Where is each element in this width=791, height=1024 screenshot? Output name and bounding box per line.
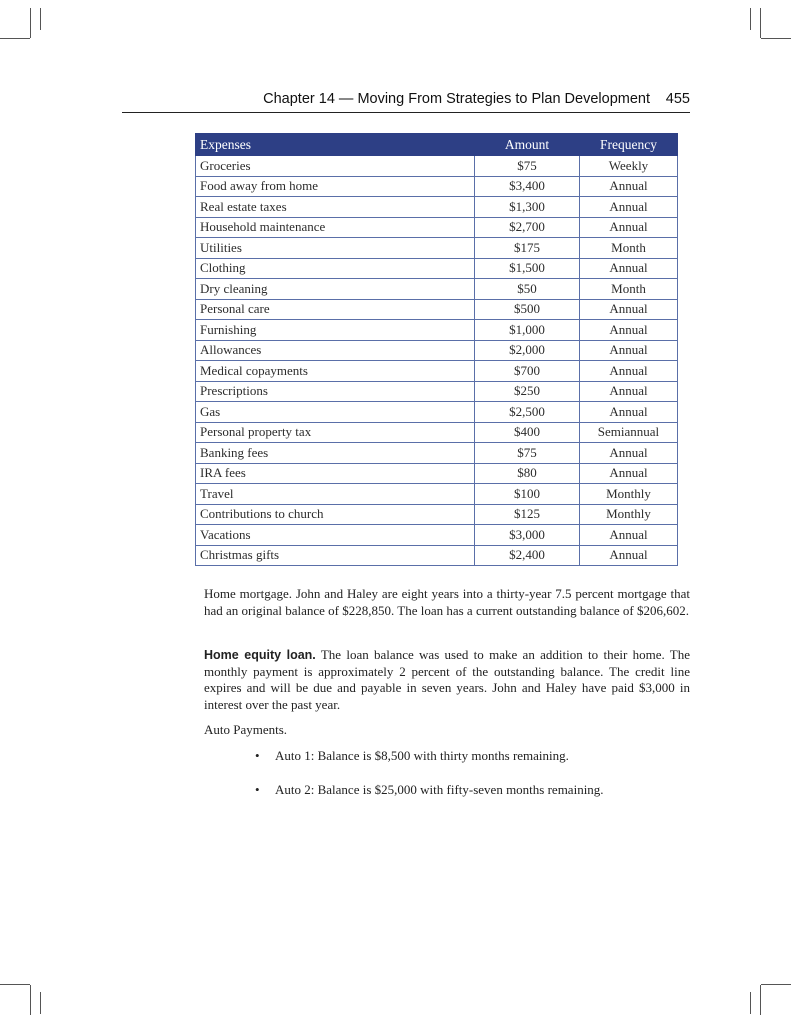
table-row xyxy=(196,463,678,484)
frequency-cell: Annual xyxy=(580,545,678,566)
equity-paragraph xyxy=(204,647,690,713)
amount-cell: $2,400 xyxy=(475,545,580,566)
crop-mark xyxy=(750,992,751,1014)
equity-text: The loan balance was used to make an addition to their home. The monthly payment is approximately 2 percent of the outstanding balance. The credit line expires and will be due and payable in seven years. John and Haley have paid $3,000 in interest over the past year. xyxy=(204,647,690,712)
expense-cell: Real estate taxes xyxy=(196,197,475,218)
running-header xyxy=(122,88,690,113)
expense-cell: Travel xyxy=(196,484,475,505)
expense-cell: Clothing xyxy=(196,258,475,279)
frequency-cell: Monthly xyxy=(580,484,678,505)
expense-cell: Contributions to church xyxy=(196,504,475,525)
table-row xyxy=(196,176,678,197)
auto-list xyxy=(255,748,604,816)
equity-text-block xyxy=(204,647,690,713)
expense-cell: Banking fees xyxy=(196,443,475,464)
table-row xyxy=(196,238,678,259)
crop-mark xyxy=(0,38,30,39)
table-row xyxy=(196,381,678,402)
expense-cell: Food away from home xyxy=(196,176,475,197)
auto-item-text: Auto 1: Balance is $8,500 with thirty months remaining. xyxy=(275,748,569,763)
amount-cell: $1,500 xyxy=(475,258,580,279)
crop-mark xyxy=(760,8,761,38)
table-header-row xyxy=(196,134,678,156)
table-row xyxy=(196,279,678,300)
frequency-cell: Month xyxy=(580,238,678,259)
amount-cell: $100 xyxy=(475,484,580,505)
crop-mark xyxy=(30,985,31,1015)
amount-cell: $500 xyxy=(475,299,580,320)
table-row xyxy=(196,258,678,279)
auto-item-text: Auto 2: Balance is $25,000 with fifty-seven months remaining. xyxy=(275,782,604,797)
table-row xyxy=(196,422,678,443)
expense-cell: Household maintenance xyxy=(196,217,475,238)
expense-cell: IRA fees xyxy=(196,463,475,484)
crop-mark xyxy=(760,985,761,1015)
auto-heading-text: Auto Payments. xyxy=(204,722,288,737)
expense-cell: Vacations xyxy=(196,525,475,546)
crop-mark xyxy=(750,8,751,30)
table-row xyxy=(196,320,678,341)
table-row xyxy=(196,156,678,177)
crop-mark xyxy=(0,984,30,985)
frequency-cell: Annual xyxy=(580,217,678,238)
amount-cell: $2,700 xyxy=(475,217,580,238)
expense-cell: Prescriptions xyxy=(196,381,475,402)
chapter-title: Chapter 14 — Moving From Strategies to Plan Development xyxy=(263,91,650,107)
table-row xyxy=(196,402,678,423)
expense-cell: Personal care xyxy=(196,299,475,320)
amount-cell: $1,000 xyxy=(475,320,580,341)
expense-cell: Furnishing xyxy=(196,320,475,341)
amount-cell: $3,000 xyxy=(475,525,580,546)
amount-cell: $125 xyxy=(475,504,580,525)
frequency-cell: Month xyxy=(580,279,678,300)
expense-cell: Groceries xyxy=(196,156,475,177)
crop-mark xyxy=(40,8,41,30)
auto-heading xyxy=(204,722,690,739)
crop-mark xyxy=(761,38,791,39)
list-item xyxy=(255,782,604,816)
amount-cell: $2,500 xyxy=(475,402,580,423)
table-row xyxy=(196,525,678,546)
frequency-cell: Annual xyxy=(580,258,678,279)
crop-mark xyxy=(40,992,41,1014)
table-row xyxy=(196,484,678,505)
amount-cell: $400 xyxy=(475,422,580,443)
table-row xyxy=(196,504,678,525)
table-row xyxy=(196,443,678,464)
expense-cell: Allowances xyxy=(196,340,475,361)
amount-cell: $50 xyxy=(475,279,580,300)
expense-cell: Dry cleaning xyxy=(196,279,475,300)
expense-cell: Gas xyxy=(196,402,475,423)
frequency-cell: Annual xyxy=(580,176,678,197)
table-row xyxy=(196,217,678,238)
bullet-icon: • xyxy=(255,748,260,763)
amount-cell: $175 xyxy=(475,238,580,259)
frequency-cell: Monthly xyxy=(580,504,678,525)
list-item xyxy=(255,748,604,782)
frequency-cell: Annual xyxy=(580,402,678,423)
table-row xyxy=(196,299,678,320)
amount-cell: $80 xyxy=(475,463,580,484)
frequency-cell: Annual xyxy=(580,443,678,464)
frequency-cell: Annual xyxy=(580,525,678,546)
amount-cell: $700 xyxy=(475,361,580,382)
column-header-frequency: Frequency xyxy=(580,134,678,156)
frequency-cell: Annual xyxy=(580,299,678,320)
table-row xyxy=(196,361,678,382)
frequency-cell: Annual xyxy=(580,361,678,382)
amount-cell: $75 xyxy=(475,443,580,464)
frequency-cell: Annual xyxy=(580,340,678,361)
bullet-icon: • xyxy=(255,782,260,797)
expense-cell: Christmas gifts xyxy=(196,545,475,566)
table-row xyxy=(196,340,678,361)
amount-cell: $75 xyxy=(475,156,580,177)
expenses-table xyxy=(195,133,678,566)
frequency-cell: Annual xyxy=(580,463,678,484)
amount-cell: $3,400 xyxy=(475,176,580,197)
amount-cell: $250 xyxy=(475,381,580,402)
frequency-cell: Annual xyxy=(580,381,678,402)
expense-cell: Personal property tax xyxy=(196,422,475,443)
amount-cell: $1,300 xyxy=(475,197,580,218)
column-header-expenses: Expenses xyxy=(196,134,475,156)
mortgage-paragraph xyxy=(204,586,690,619)
frequency-cell: Annual xyxy=(580,197,678,218)
frequency-cell: Annual xyxy=(580,320,678,341)
crop-mark xyxy=(761,984,791,985)
page-number: 455 xyxy=(665,91,690,107)
expense-cell: Utilities xyxy=(196,238,475,259)
column-header-amount: Amount xyxy=(475,134,580,156)
crop-mark xyxy=(30,8,31,38)
table-row xyxy=(196,545,678,566)
frequency-cell: Semiannual xyxy=(580,422,678,443)
frequency-cell: Weekly xyxy=(580,156,678,177)
mortgage-text: Home mortgage. John and Haley are eight years into a thirty-year 7.5 percent mortgage that had an original balance of $228,850. The loan has a current outstanding balance of $206,602. xyxy=(204,586,690,618)
expense-cell: Medical copayments xyxy=(196,361,475,382)
table-row xyxy=(196,197,678,218)
equity-lead: Home equity loan. xyxy=(204,648,316,662)
amount-cell: $2,000 xyxy=(475,340,580,361)
